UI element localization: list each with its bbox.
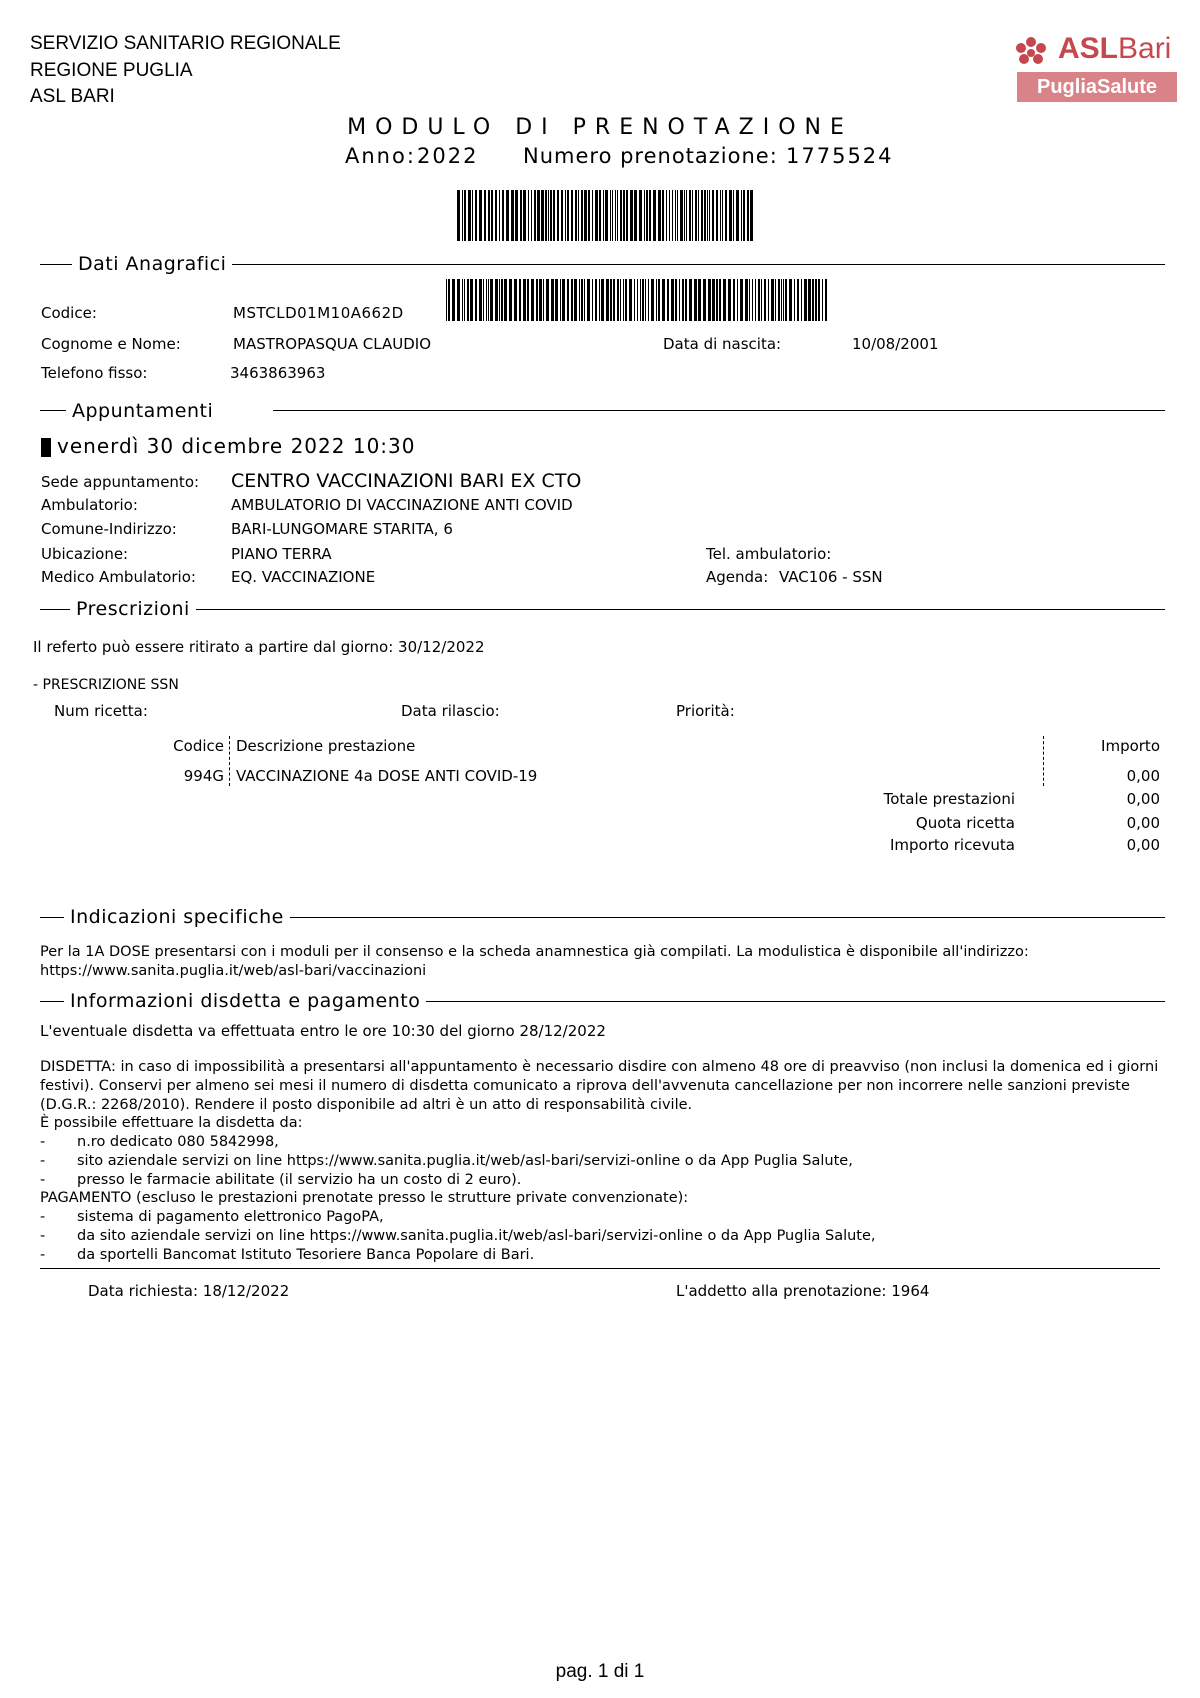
quota-label: Quota ricetta bbox=[915, 814, 1015, 832]
totale-value: 0,00 bbox=[1126, 790, 1160, 808]
ambulatorio-value: AMBULATORIO DI VACCINAZIONE ANTI COVID bbox=[231, 496, 573, 514]
disdetta-text: DISDETTA: in caso di impossibilità a presentarsi all'appuntamento è necessario disdire con almeno 48 ore di preavviso (non inclusi la domenica ed i giorni festivi). Conservi per almeno sei mesi il numero di disdetta comunicato a riprova dell'avvenuta cancellazione per non incorrere nelle sanzioni previste (D.G.R.: 2268/2010). Rendere il posto disponibile ad altri è un atto di responsabilità civile. bbox=[40, 1059, 1159, 1113]
medico-value: EQ. VACCINAZIONE bbox=[231, 568, 376, 586]
bullet: - bbox=[40, 1153, 46, 1169]
comune-label: Comune-Indirizzo: bbox=[41, 520, 177, 538]
header-servizio: SERVIZIO SANITARIO REGIONALE bbox=[30, 33, 341, 54]
section-indicazioni-specifiche: Indicazioni specifiche bbox=[64, 906, 290, 928]
list-item: n.ro dedicato 080 5842998, bbox=[77, 1134, 279, 1150]
nascita-value: 10/08/2001 bbox=[852, 335, 939, 353]
nascita-label: Data di nascita: bbox=[663, 335, 782, 353]
ubicazione-label: Ubicazione: bbox=[41, 545, 129, 563]
section-appuntamenti: Appuntamenti bbox=[66, 400, 273, 422]
appointment-marker bbox=[41, 438, 51, 457]
section-dati-anagrafici: Dati Anagrafici bbox=[72, 253, 232, 275]
agenda-value: VAC106 - SSN bbox=[779, 568, 883, 586]
codice-label: Codice: bbox=[41, 304, 97, 322]
totale-label: Totale prestazioni bbox=[883, 790, 1015, 808]
ubicazione-value: PIANO TERRA bbox=[231, 545, 332, 563]
disdetta-entro: L'eventuale disdetta va effettuata entro le ore 10:30 del giorno 28/12/2022 bbox=[40, 1022, 606, 1040]
table-divider-left bbox=[229, 736, 230, 786]
numero-label: Numero prenotazione: bbox=[523, 144, 778, 168]
col-codice-header: Codice bbox=[173, 737, 224, 755]
agenda-label: Agenda: bbox=[706, 568, 769, 586]
flower-icon bbox=[1012, 34, 1050, 72]
list-item: da sito aziendale servizi on line https://www.sanita.puglia.it/web/asl-bari/servizi-online o da App Puglia Salute, bbox=[77, 1228, 876, 1244]
bullet: - bbox=[40, 1209, 46, 1225]
list-item: presso le farmacie abilitate (il servizio ha un costo di 2 euro). bbox=[77, 1172, 522, 1188]
data-richiesta: Data richiesta: 18/12/2022 bbox=[88, 1282, 290, 1300]
row-codice: 994G bbox=[183, 767, 224, 785]
footer-line bbox=[40, 1268, 1160, 1269]
num-ricetta-label: Num ricetta: bbox=[54, 702, 148, 720]
pagamento-intro: PAGAMENTO (escluso le prestazioni prenotate presso le strutture private convenzionate): bbox=[40, 1190, 689, 1206]
list-item: sito aziendale servizi on line https://www.sanita.puglia.it/web/asl-bari/servizi-online o da App Puglia Salute, bbox=[77, 1153, 853, 1169]
addetto: L'addetto alla prenotazione: 1964 bbox=[676, 1282, 930, 1300]
telefono-value: 3463863963 bbox=[230, 364, 326, 382]
header-asl: ASL BARI bbox=[30, 86, 115, 107]
priorita-label: Priorità: bbox=[676, 702, 735, 720]
row-importo: 0,00 bbox=[1126, 767, 1160, 785]
medico-label: Medico Ambulatorio: bbox=[41, 568, 196, 586]
data-rilascio-label: Data rilascio: bbox=[401, 702, 500, 720]
list-item: da sportelli Bancomat Istituto Tesoriere Banca Popolare di Bari. bbox=[77, 1247, 535, 1263]
anno-value: 2022 bbox=[417, 144, 479, 168]
nome-value: MASTROPASQUA CLAUDIO bbox=[233, 335, 431, 353]
col-importo-header: Importo bbox=[1101, 737, 1160, 755]
list-item: sistema di pagamento elettronico PagoPA, bbox=[77, 1209, 384, 1225]
logo-asl-text: ASL bbox=[1058, 32, 1118, 65]
logo-bari-text: Bari bbox=[1118, 32, 1172, 65]
quota-value: 0,00 bbox=[1126, 814, 1160, 832]
ambulatorio-label: Ambulatorio: bbox=[41, 496, 138, 514]
section-disdetta-pagamento: Informazioni disdetta e pagamento bbox=[64, 990, 426, 1012]
bullet: - bbox=[40, 1134, 46, 1150]
section-prescrizioni: Prescrizioni bbox=[70, 598, 196, 620]
indicazioni-text: Per la 1A DOSE presentarsi con i moduli per il consenso e la scheda anamnestica già compilati. La modulistica è disponibile all'indirizzo: https://www.sanita.puglia.it/web/asl-bari/vaccinazioni bbox=[40, 944, 1029, 979]
tel-ambulatorio-label: Tel. ambulatorio: bbox=[706, 545, 832, 563]
logo-pugliasalute: PugliaSalute bbox=[1017, 72, 1177, 102]
bullet: - bbox=[40, 1228, 46, 1244]
bullet: - bbox=[40, 1172, 46, 1188]
comune-value: BARI-LUNGOMARE STARITA, 6 bbox=[231, 520, 453, 538]
codice-fiscale-barcode bbox=[446, 279, 828, 321]
numero-value: 1775524 bbox=[786, 144, 894, 168]
anno-label: Anno: bbox=[345, 144, 416, 168]
sede-value: CENTRO VACCINAZIONI BARI EX CTO bbox=[231, 470, 582, 492]
sede-label: Sede appuntamento: bbox=[41, 473, 200, 491]
bullet: - bbox=[40, 1247, 46, 1263]
prescrizione-tipo: - PRESCRIZIONE SSN bbox=[33, 677, 179, 693]
referto-text: Il referto può essere ritirato a partire dal giorno: 30/12/2022 bbox=[33, 638, 485, 656]
modulo-title: MODULO DI PRENOTAZIONE bbox=[347, 115, 853, 140]
prenotazione-barcode bbox=[457, 190, 754, 241]
disdetta-possibile: È possibile effettuare la disdetta da: bbox=[40, 1115, 303, 1131]
header-regione: REGIONE PUGLIA bbox=[30, 60, 193, 81]
table-divider-right bbox=[1043, 736, 1044, 786]
col-descrizione-header: Descrizione prestazione bbox=[236, 737, 416, 755]
appointment-date: venerdì 30 dicembre 2022 10:30 bbox=[57, 434, 416, 458]
ricevuta-label: Importo ricevuta bbox=[890, 836, 1015, 854]
section-line-prescrizioni bbox=[40, 609, 1165, 610]
row-descrizione: VACCINAZIONE 4a DOSE ANTI COVID-19 bbox=[236, 767, 538, 785]
codice-value: MSTCLD01M10A662D bbox=[233, 304, 404, 322]
nome-label: Cognome e Nome: bbox=[41, 335, 181, 353]
page-number: pag. 1 di 1 bbox=[555, 1661, 645, 1682]
ricevuta-value: 0,00 bbox=[1126, 836, 1160, 854]
telefono-label: Telefono fisso: bbox=[41, 364, 148, 382]
